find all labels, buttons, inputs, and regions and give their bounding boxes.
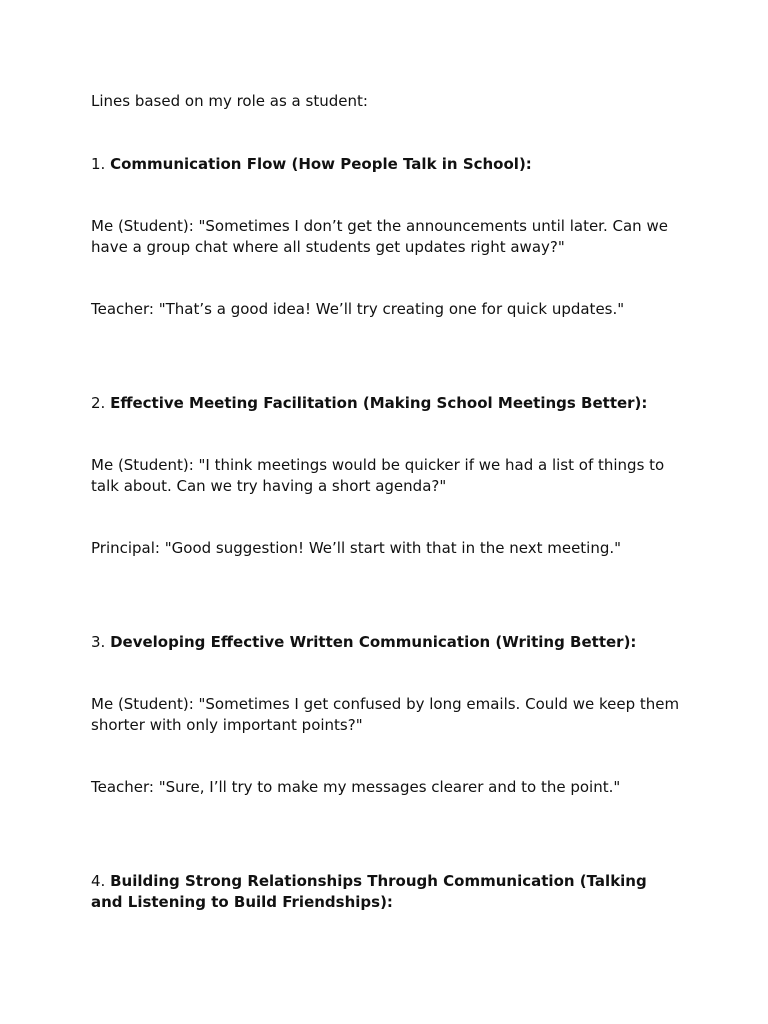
section-3-title: Developing Effective Written Communication (Writing Better): xyxy=(110,633,637,651)
section-3-number: 3. xyxy=(91,633,106,651)
section-3-heading xyxy=(91,632,681,653)
section-2-number: 2. xyxy=(91,394,106,412)
section-2-heading xyxy=(91,393,681,414)
section-1-number: 1. xyxy=(91,155,106,173)
section-4-heading xyxy=(91,871,681,913)
section-1-heading xyxy=(91,154,681,175)
section-3-response-line: Teacher: "Sure, I’ll try to make my messages clearer and to the point." xyxy=(91,778,621,796)
section-2-title: Effective Meeting Facilitation (Making School Meetings Better): xyxy=(110,394,648,412)
section-1-response-line: Teacher: "That’s a good idea! We’ll try creating one for quick updates." xyxy=(91,300,625,318)
section-4-number: 4. xyxy=(91,872,106,890)
section-2-student-line: Me (Student): "I think meetings would be quicker if we had a list of things to talk about. Can we try having a short agenda?" xyxy=(91,456,665,495)
section-1-title: Communication Flow (How People Talk in School): xyxy=(110,155,532,173)
intro-line: Lines based on my role as a student: xyxy=(91,92,368,110)
section-1-student-line: Me (Student): "Sometimes I don’t get the announcements until later. Can we have a group chat where all students get updates right away?" xyxy=(91,217,668,256)
section-4-title: Building Strong Relationships Through Communication (Talking and Listening to Build Friendships): xyxy=(91,872,647,911)
section-3-student-line: Me (Student): "Sometimes I get confused by long emails. Could we keep them shorter with only important points?" xyxy=(91,695,680,734)
section-2-response-line: Principal: "Good suggestion! We’ll start with that in the next meeting." xyxy=(91,539,622,557)
